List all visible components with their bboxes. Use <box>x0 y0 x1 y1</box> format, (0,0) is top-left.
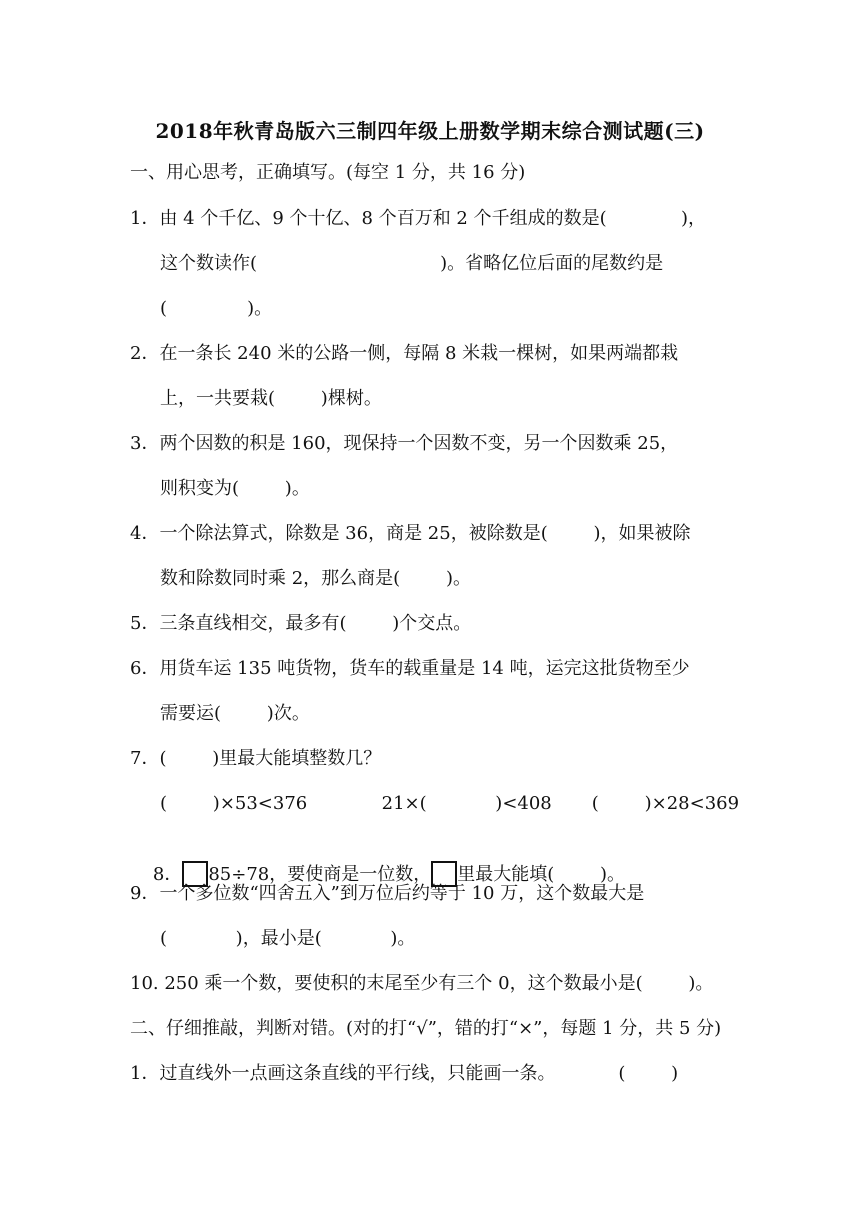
question-1-line-3: ( )。 <box>160 298 273 319</box>
question-2-line-1: 2．在一条长 240 米的公路一侧，每隔 8 米栽一棵树，如果两端都栽 <box>130 343 679 364</box>
question-2-line-2: 上，一共要栽( )棵树。 <box>160 388 382 409</box>
question-8-part-1: 85÷78，要使商是一位数， <box>208 864 432 885</box>
page-title: 2018年秋青岛版六三制四年级上册数学期末综合测试题(三) <box>155 119 705 143</box>
question-4-line-1: 4．一个除法算式，除数是 36，商是 25，被除数是( )，如果被除 <box>130 523 691 544</box>
question-1-line-2: 这个数读作( )。省略亿位后面的尾数约是 <box>160 253 664 274</box>
question-8-part-2: 里最大能填( )。 <box>457 864 626 885</box>
question-7-line-1: 7．( )里最大能填整数几？ <box>130 748 382 769</box>
question-10: 10. 250 乘一个数，要使积的末尾至少有三个 0，这个数最小是( )。 <box>130 973 714 994</box>
section-2-heading: 二、仔细推敲，判断对错。(对的打“√”，错的打“×”，每题 1 分，共 5 分) <box>130 1018 722 1039</box>
section-1-heading: 一、用心思考，正确填写。(每空 1 分，共 16 分) <box>130 162 526 183</box>
question-7-line-2: ( )×53<376 21×( )<408 ( )×28<369 <box>160 793 740 814</box>
question-6-line-2: 需要运( )次。 <box>160 703 310 724</box>
question-3-line-2: 则积变为( )。 <box>160 478 310 499</box>
question-6-line-1: 6．用货车运 135 吨货物，货车的载重量是 14 吨，运完这批货物至少 <box>130 658 690 679</box>
question-9-line-1: 9．一个多位数“四舍五入”到万位后约等于 10 万，这个数最大是 <box>130 883 645 904</box>
question-8-number: 8． <box>152 864 183 885</box>
question-3-line-1: 3．两个因数的积是 160，现保持一个因数不变，另一个因数乘 25， <box>130 433 679 454</box>
question-4-line-2: 数和除数同时乘 2，那么商是( )。 <box>160 568 471 589</box>
question-9-line-2: ( )，最小是( )。 <box>160 928 416 949</box>
question-1-line-1: 1．由 4 个千亿、9 个十亿、8 个百万和 2 个千组成的数是( )， <box>130 208 707 229</box>
question-5: 5．三条直线相交，最多有( )个交点。 <box>130 613 472 634</box>
section-2-question-1: 1．过直线外一点画这条直线的平行线，只能画一条。 ( ) <box>130 1063 679 1084</box>
